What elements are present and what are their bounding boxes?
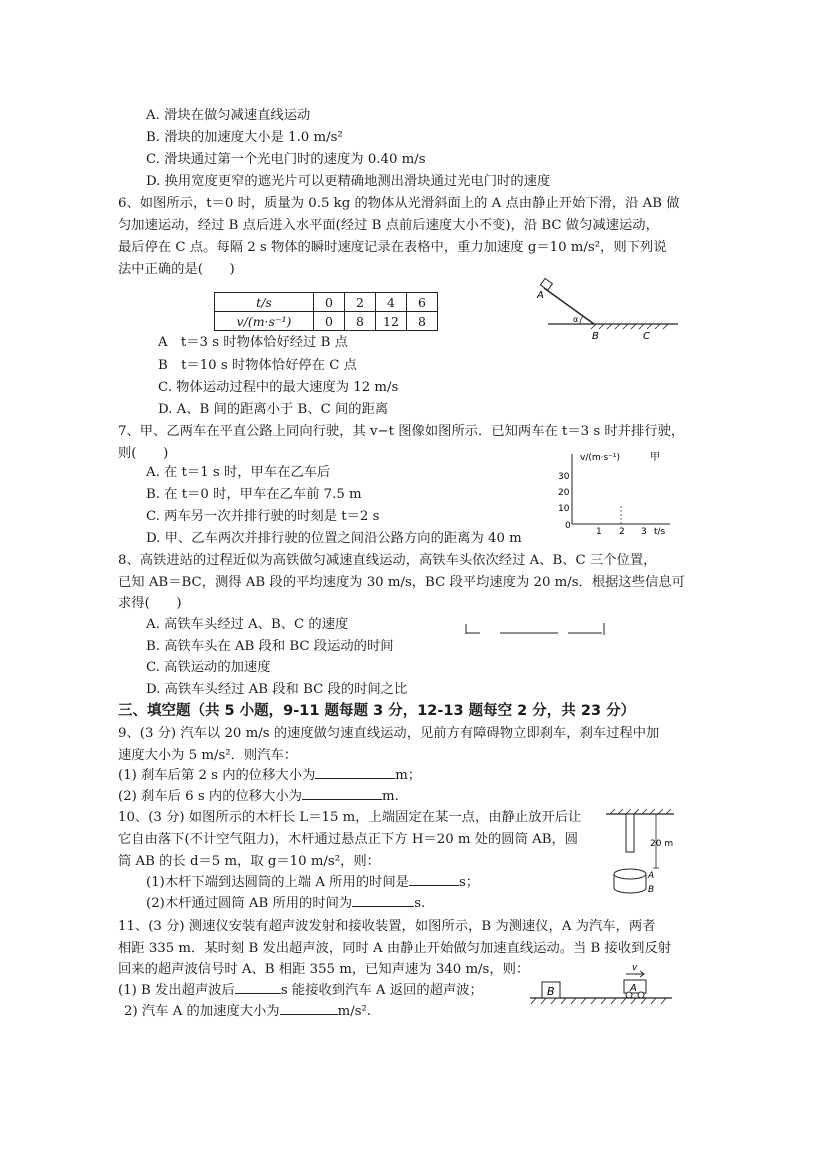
graph-xlabel: t/s <box>654 527 666 536</box>
origin-label: 0 <box>565 521 571 531</box>
q5-option-a: A. 滑块在做匀减速直线运动 <box>146 108 311 123</box>
q6-velocity-table <box>214 292 438 331</box>
q8-option-d: D. 高铁车头经过 AB 段和 BC 段的时间之比 <box>146 682 408 697</box>
q7-option-b: B. 在 t＝0 时，甲车在乙车前 7.5 m <box>146 487 362 502</box>
q9-sub2-unit: m. <box>382 789 399 804</box>
angle-label: α <box>573 315 579 324</box>
xtick-label: 2 <box>619 527 625 536</box>
q6-option-a: A t＝3 s 时物体恰好经过 B 点 <box>158 335 348 350</box>
table-cell: 8 <box>345 312 376 331</box>
q9-sub1 <box>118 766 421 786</box>
q11-sub2-text: 2) 汽车 A 的加速度大小为 <box>124 1004 280 1019</box>
q7-option-c: C. 两车另一次并排行驶的时刻是 t＝2 s <box>146 509 380 524</box>
q5-option-d: D. 换用宽度更窄的遮光片可以更精确地测出滑块通过光电门时的速度 <box>146 174 551 189</box>
q7-vt-graph <box>552 448 682 536</box>
q11-stem-line: 相距 335 m．某时刻 B 发出超声波，同时 A 由静止开始做匀加速直线运动。当 B 接收到反射 <box>118 941 672 956</box>
answer-blank[interactable] <box>315 778 395 779</box>
q9-sub1-text: (1) 刹车后第 2 s 内的位移大小为 <box>118 768 316 783</box>
velocity-label: v <box>632 963 638 973</box>
q8-option-a: A. 高铁车头经过 A、B、C 的速度 <box>146 617 349 632</box>
table-cell: 6 <box>407 293 438 312</box>
table-header-cell: t/s <box>215 293 314 312</box>
ytick-label: 20 <box>558 488 570 498</box>
tube-a-label: A <box>648 871 655 881</box>
point-b-label: B <box>592 331 599 342</box>
table-cell: 12 <box>376 312 407 331</box>
q7-option-d: D. 甲、乙车两次并排行驶的位置之间沿公路方向的距离为 40 m <box>146 531 522 546</box>
q11-sub1-text: s 能接收到汽车 A 返回的超声波； <box>280 983 483 998</box>
car-a-label: A <box>630 983 637 994</box>
q10-stem-line: 10、(3 分) 如图所示的木杆长 L＝15 m，上端固定在某一点，由静止放开后让 <box>118 810 582 825</box>
q7-option-a: A. 在 t＝1 s 时，甲车在乙车后 <box>146 465 331 480</box>
ytick-label: 30 <box>558 472 570 482</box>
q11-sub1 <box>118 981 483 1001</box>
q9-sub2-text: (2) 刹车后 6 s 内的位移大小为 <box>118 789 302 804</box>
q6-stem-line: 最后停在 C 点。每隔 2 s 物体的瞬时速度记录在表格中，重力加速度 g＝10 m/s²，则下列说 <box>118 240 667 255</box>
q8-stem-line: 求得( ) <box>118 596 182 611</box>
table-cell: 2 <box>345 293 376 312</box>
tube-b-label: B <box>648 885 655 895</box>
q10-stem-line: 筒 AB 的长 d＝5 m，取 g＝10 m/s²，则： <box>118 854 380 869</box>
q5-option-b: B. 滑块的加速度大小是 1.0 m/s² <box>146 130 343 145</box>
q9-sub1-unit: m； <box>395 768 422 783</box>
q6-stem-line: 匀加速运动，经过 B 点后进入水平面(经过 B 点前后速度大小不变)，沿 BC 做匀减速运动， <box>118 218 659 233</box>
q6-option-d: D. A、B 间的距离小于 B、C 间的距离 <box>158 402 389 417</box>
q10-sub2-text: (2)木杆通过圆筒 AB 所用的时间为 <box>146 896 353 911</box>
section-title: 三、填空题（共 5 小题，9-11 题每题 3 分，12-13 题每空 2 分，共 23 分） <box>118 703 636 719</box>
table-row <box>215 293 438 312</box>
q8-stem-line: 8、高铁进站的过程近似为高铁做匀减速直线运动，高铁车头依次经过 A、B、C 三个位置， <box>118 553 657 568</box>
q6-stem-line: 法中正确的是( ) <box>118 262 235 277</box>
q8-stem-line: 已知 AB＝BC，测得 AB 段的平均速度为 30 m/s，BC 段平均速度为 20 m/s．根据这些信息可 <box>118 575 685 590</box>
q10-sub1-unit: s； <box>458 875 480 890</box>
table-cell: 8 <box>407 312 438 331</box>
q10-sub2 <box>146 894 425 914</box>
q11-sub2-unit: m/s². <box>337 1004 372 1019</box>
answer-blank[interactable] <box>352 906 414 907</box>
q7-stem-line: 7、甲、乙两车在平直公路上同向行驶，其 v−t 图像如图所示．已知两车在 t＝3 s 时并排行驶， <box>118 424 685 439</box>
q8-option-c: C. 高铁运动的加速度 <box>146 660 271 675</box>
q8-track-figure <box>460 620 620 640</box>
q11-sub1-text: (1) B 发出超声波后 <box>118 983 235 998</box>
q10-sub1-text: (1)木杆下端到达圆筒的上端 A 所用的时间是 <box>146 875 409 890</box>
ytick-label: 10 <box>558 504 570 514</box>
q6-stem-line: 6、如图所示，t＝0 时，质量为 0.5 kg 的物体从光滑斜面上的 A 点由静止开始下滑，沿 AB 做 <box>118 196 680 211</box>
q7-stem-line: 则( ) <box>118 446 169 461</box>
q5-option-c: C. 滑块通过第一个光电门时的速度为 0.40 m/s <box>146 152 426 167</box>
q8-option-b: B. 高铁车头在 AB 段和 BC 段运动的时间 <box>146 639 394 654</box>
q11-sub2 <box>124 1002 371 1022</box>
point-a-label: A <box>537 290 544 301</box>
q11-stem-line: 回来的超声波信号时 A、B 相距 355 m，已知声速为 340 m/s，则： <box>118 962 530 977</box>
point-c-label: C <box>643 331 650 342</box>
table-cell: 4 <box>376 293 407 312</box>
q6-option-b: B t＝10 s 时物体恰好停在 C 点 <box>158 358 357 373</box>
xtick-label: 1 <box>596 527 602 536</box>
q10-rod-figure <box>604 806 684 906</box>
height-label: 20 m <box>650 839 674 849</box>
q11-stem-line: 11、(3 分) 测速仪安装有超声波发射和接收装置，如图所示，B 为测速仪，A 为汽车，两者 <box>118 919 656 934</box>
q10-sub2-unit: s. <box>414 896 426 911</box>
q6-incline-figure <box>528 276 688 346</box>
answer-blank[interactable] <box>280 1014 338 1015</box>
graph-ylabel: v/(m·s⁻¹) <box>580 453 621 463</box>
answer-blank[interactable] <box>409 885 459 886</box>
q10-sub1 <box>146 873 479 893</box>
answer-blank[interactable] <box>235 993 281 994</box>
table-cell: 0 <box>314 312 345 331</box>
answer-blank[interactable] <box>302 799 382 800</box>
q9-stem-line: 速度大小为 5 m/s²．则汽车： <box>118 748 298 763</box>
xtick-label: 3 <box>641 527 647 536</box>
tester-b-label: B <box>547 985 555 998</box>
q10-stem-line: 它自由落下(不计空气阻力)，木杆通过悬点正下方 H＝20 m 处的圆筒 AB，圆 <box>118 832 579 847</box>
q11-sonar-figure <box>526 960 676 1010</box>
q6-option-c: C. 物体运动过程中的最大速度为 12 m/s <box>158 380 399 395</box>
table-row <box>215 312 438 331</box>
graph-legend: 甲 <box>650 452 660 463</box>
q9-stem-line: 9、(3 分) 汽车以 20 m/s 的速度做匀速直线运动，见前方有障碍物立即刹车，刹车过程中加 <box>118 726 660 741</box>
q9-sub2 <box>118 787 399 807</box>
table-header-cell: v/(m·s⁻¹) <box>215 312 314 331</box>
table-cell: 0 <box>314 293 345 312</box>
